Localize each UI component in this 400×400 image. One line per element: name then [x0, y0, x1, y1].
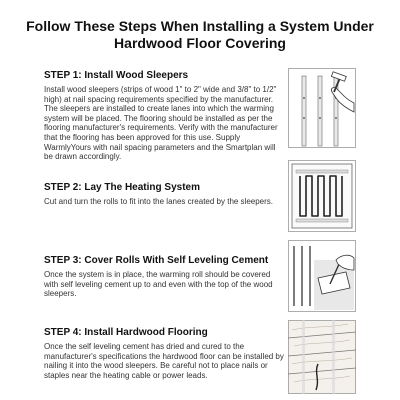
page-title: [0, 18, 400, 52]
step-3-heading: STEP 3: Cover Rolls With Self Leveling Cement: [44, 255, 269, 266]
step-4-heading: STEP 4: Install Hardwood Flooring: [44, 327, 208, 338]
step-2: [44, 182, 284, 207]
step-4-body: Once the self leveling cement has dried and cured to the manufacturer's specifications the hardwood floor can be installed by nailing it into the wood sleepers. Be careful not to place nails or staples near the heating cable or power leads.: [44, 342, 284, 380]
hardwood-planks-icon: [288, 320, 356, 394]
step-2-body: Cut and turn the rolls to fit into the lanes created by the sleepers.: [44, 197, 274, 206]
step-2-heading: STEP 2: Lay The Heating System: [44, 182, 200, 193]
step-1-heading: STEP 1: Install Wood Sleepers: [44, 70, 189, 81]
step-1-body: Install wood sleepers (strips of wood 1" to 2" wide and 3/8" to 1/2" high) at nail spacing requirements specified by the manufacturer. The sleepers are installed to create lanes into which the warming system will be placed. The flooring should be installed as per the flooring manufacturer's requirements. Verify with the manufacturer that the flooring has been approved for this use. Supply WarmlyYours with nail spacing parameters and the Smartplan will be drawn accordingly.: [44, 85, 278, 162]
page-title-line-1: Follow These Steps When Installing a System Under: [26, 18, 374, 34]
step-3: [44, 255, 284, 299]
page-title-line-2: Hardwood Floor Covering: [114, 35, 286, 51]
heating-cable-serpentine-icon: [288, 160, 356, 232]
hammer-nailing-sleepers-icon: [288, 68, 356, 148]
step-4: [44, 327, 284, 380]
step-1: [44, 70, 284, 162]
trowel-leveling-cement-icon: [288, 240, 356, 312]
step-3-body: Once the system is in place, the warming roll should be covered with self leveling cement up to and even with the top of the wood sleepers.: [44, 270, 273, 299]
